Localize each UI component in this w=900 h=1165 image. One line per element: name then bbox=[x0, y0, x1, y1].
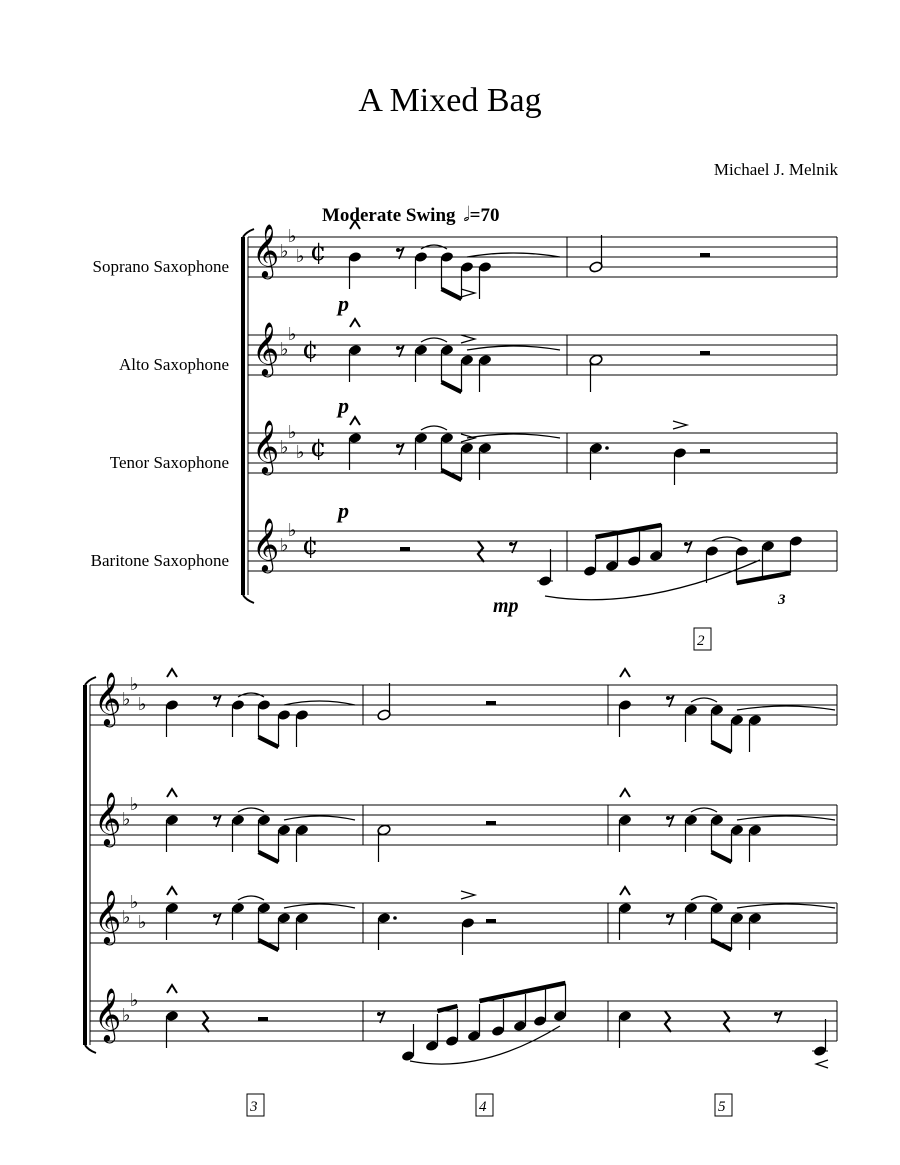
flat-icon: ♭ bbox=[288, 324, 297, 345]
flat-icon: ♭ bbox=[138, 694, 147, 715]
accent-icon bbox=[673, 421, 687, 429]
treble-clef-icon: 𝄞 bbox=[252, 321, 280, 375]
tie bbox=[712, 537, 742, 541]
half-rest-icon bbox=[486, 821, 496, 825]
note bbox=[710, 704, 724, 742]
note bbox=[748, 824, 762, 862]
note bbox=[414, 432, 428, 470]
note bbox=[730, 912, 744, 950]
note bbox=[257, 814, 271, 852]
note bbox=[348, 432, 362, 470]
instrument-label-baritone: Baritone Saxophone bbox=[90, 551, 229, 570]
note bbox=[461, 917, 475, 955]
note bbox=[401, 1024, 415, 1062]
beam bbox=[712, 940, 732, 950]
half-rest-icon bbox=[700, 253, 710, 257]
measure-number-3 bbox=[247, 1094, 264, 1116]
note bbox=[295, 912, 309, 950]
note bbox=[491, 999, 505, 1037]
instrument-label-tenor: Tenor Saxophone bbox=[109, 453, 229, 472]
cut-time-icon: ¢ bbox=[302, 335, 319, 365]
tempo-value: =70 bbox=[469, 205, 500, 226]
note bbox=[748, 714, 762, 752]
flat-icon: ♭ bbox=[296, 442, 305, 463]
dynamic-alto: p bbox=[338, 393, 349, 418]
note bbox=[618, 699, 632, 737]
score-title: A Mixed Bag bbox=[358, 82, 542, 119]
note bbox=[348, 251, 362, 289]
note bbox=[618, 814, 632, 852]
tie bbox=[467, 253, 560, 257]
note bbox=[165, 699, 179, 737]
dynamic-soprano: p bbox=[338, 291, 349, 316]
tie bbox=[421, 426, 447, 430]
note bbox=[627, 529, 641, 567]
note bbox=[348, 344, 362, 382]
svg-text:2: 2 bbox=[697, 633, 705, 649]
beam bbox=[442, 289, 462, 299]
flat-icon: ♭ bbox=[288, 226, 297, 247]
marcato-icon bbox=[167, 669, 177, 677]
note bbox=[231, 814, 245, 852]
note bbox=[440, 251, 454, 289]
marcato-icon bbox=[167, 985, 177, 993]
note bbox=[710, 902, 724, 940]
accent-icon bbox=[461, 891, 475, 899]
note bbox=[165, 902, 179, 940]
half-rest-icon bbox=[486, 701, 496, 705]
svg-text:4: 4 bbox=[479, 1099, 487, 1115]
staff-baritone-2 bbox=[90, 1001, 837, 1041]
tie bbox=[737, 706, 835, 710]
tie bbox=[691, 808, 717, 812]
accent-icon bbox=[461, 335, 475, 343]
note bbox=[295, 709, 309, 747]
tie bbox=[691, 896, 717, 900]
beam bbox=[259, 940, 279, 950]
tie bbox=[284, 816, 355, 820]
beam bbox=[737, 573, 791, 583]
note bbox=[730, 714, 744, 752]
staff-alto-2 bbox=[90, 805, 837, 845]
half-rest-icon bbox=[258, 1017, 268, 1021]
note bbox=[589, 235, 603, 273]
half-rest-icon bbox=[700, 449, 710, 453]
note bbox=[673, 447, 687, 485]
note bbox=[257, 902, 271, 940]
flat-icon: ♭ bbox=[130, 674, 139, 695]
note bbox=[710, 814, 724, 852]
note bbox=[553, 984, 567, 1022]
instrument-label-alto: Alto Saxophone bbox=[118, 355, 229, 374]
tie bbox=[238, 896, 264, 900]
note bbox=[277, 824, 291, 862]
note bbox=[583, 539, 597, 577]
marcato-icon bbox=[350, 417, 360, 425]
note bbox=[735, 545, 749, 583]
note bbox=[377, 824, 391, 862]
note bbox=[295, 824, 309, 862]
flat-icon: ♭ bbox=[288, 520, 297, 541]
note bbox=[425, 1014, 439, 1052]
note bbox=[467, 1004, 481, 1042]
tie bbox=[737, 816, 835, 820]
flat-icon: ♭ bbox=[130, 892, 139, 913]
system-2 bbox=[85, 677, 837, 1053]
note bbox=[478, 261, 492, 299]
accent-icon bbox=[461, 289, 475, 297]
instrument-label-soprano: Soprano Saxophone bbox=[92, 257, 229, 276]
measure-number-2 bbox=[694, 628, 711, 650]
cut-time-icon: ¢ bbox=[302, 531, 319, 561]
flat-icon: ♭ bbox=[280, 535, 289, 556]
flat-icon: ♭ bbox=[122, 689, 131, 710]
measure-number-4 bbox=[476, 1094, 493, 1116]
half-rest-icon bbox=[486, 919, 496, 923]
crescendo-icon bbox=[816, 1060, 828, 1068]
note bbox=[730, 824, 744, 862]
tie bbox=[284, 701, 355, 705]
tie bbox=[238, 808, 264, 812]
note bbox=[649, 524, 663, 562]
marcato-icon bbox=[620, 789, 630, 797]
note bbox=[231, 699, 245, 737]
beam bbox=[442, 470, 462, 480]
marcato-icon bbox=[620, 669, 630, 677]
beam bbox=[442, 382, 462, 392]
note bbox=[414, 251, 428, 289]
beam bbox=[259, 852, 279, 862]
note bbox=[478, 354, 492, 392]
treble-clef-icon: 𝄞 bbox=[94, 791, 122, 845]
note bbox=[513, 994, 527, 1032]
treble-clef-icon: 𝄞 bbox=[252, 223, 280, 277]
tie bbox=[737, 904, 835, 908]
note bbox=[277, 709, 291, 747]
note bbox=[589, 354, 603, 392]
note bbox=[460, 442, 474, 480]
note bbox=[684, 902, 698, 940]
staff-soprano-2 bbox=[90, 685, 837, 725]
flat-icon: ♭ bbox=[122, 809, 131, 830]
cut-time-icon: ¢ bbox=[310, 433, 327, 463]
flat-icon: ♭ bbox=[280, 339, 289, 360]
flat-icon: ♭ bbox=[130, 794, 139, 815]
marcato-icon bbox=[167, 887, 177, 895]
treble-clef-icon: 𝄞 bbox=[252, 419, 280, 473]
note bbox=[618, 902, 632, 940]
flat-icon: ♭ bbox=[288, 422, 297, 443]
note bbox=[605, 534, 619, 572]
treble-clef-icon: 𝄞 bbox=[94, 987, 122, 1041]
tie bbox=[467, 346, 560, 350]
note bbox=[684, 814, 698, 852]
svg-text:3: 3 bbox=[250, 1099, 258, 1115]
treble-clef-icon: 𝄞 bbox=[252, 517, 280, 571]
staff-alto-1 bbox=[248, 335, 837, 375]
note bbox=[478, 442, 492, 480]
flat-icon: ♭ bbox=[130, 990, 139, 1011]
note bbox=[165, 1010, 179, 1048]
half-note-icon: 𝅗𝅥 bbox=[463, 204, 470, 226]
beam bbox=[480, 983, 566, 1001]
dynamic-tenor: p bbox=[338, 498, 349, 523]
tuplet-number: 3 bbox=[778, 592, 786, 608]
tie bbox=[691, 698, 717, 702]
note bbox=[440, 344, 454, 382]
note bbox=[589, 442, 609, 480]
note bbox=[440, 432, 454, 470]
note bbox=[445, 1009, 459, 1047]
treble-clef-icon: 𝄞 bbox=[94, 889, 122, 943]
flat-icon: ♭ bbox=[280, 241, 289, 262]
half-rest-icon bbox=[400, 547, 410, 551]
flat-icon: ♭ bbox=[296, 246, 305, 267]
beam bbox=[259, 737, 279, 747]
treble-clef-icon: 𝄞 bbox=[94, 671, 122, 725]
note bbox=[748, 912, 762, 950]
note bbox=[377, 912, 397, 950]
staff-soprano-1 bbox=[248, 237, 837, 277]
slur bbox=[545, 560, 760, 600]
tie bbox=[284, 904, 355, 908]
flat-icon: ♭ bbox=[122, 907, 131, 928]
half-rest-icon bbox=[700, 351, 710, 355]
clefs-and-keys bbox=[94, 223, 327, 1043]
note bbox=[460, 354, 474, 392]
marcato-icon bbox=[620, 887, 630, 895]
note bbox=[533, 989, 547, 1027]
tie bbox=[467, 434, 560, 438]
note bbox=[684, 704, 698, 742]
note bbox=[789, 535, 803, 573]
marcato-icon bbox=[350, 221, 360, 229]
marcato-icon bbox=[167, 789, 177, 797]
note bbox=[277, 912, 291, 950]
note bbox=[414, 344, 428, 382]
beam bbox=[712, 852, 732, 862]
staff-tenor-1 bbox=[248, 433, 837, 473]
svg-text:5: 5 bbox=[718, 1099, 726, 1115]
beam bbox=[438, 1006, 458, 1011]
system-1 bbox=[243, 229, 837, 603]
note bbox=[618, 1010, 632, 1048]
note bbox=[761, 540, 775, 578]
note bbox=[377, 683, 391, 721]
beam bbox=[712, 742, 732, 752]
marcato-icon bbox=[350, 319, 360, 327]
flat-icon: ♭ bbox=[122, 1005, 131, 1026]
measure-number-5 bbox=[715, 1094, 732, 1116]
note bbox=[165, 814, 179, 852]
note bbox=[231, 902, 245, 940]
dynamic-baritone: mp bbox=[493, 595, 519, 617]
flat-icon: ♭ bbox=[280, 437, 289, 458]
cut-time-icon: ¢ bbox=[310, 237, 327, 267]
tie bbox=[421, 338, 447, 342]
note bbox=[257, 699, 271, 737]
composer-name: Michael J. Melnik bbox=[713, 160, 838, 179]
flat-icon: ♭ bbox=[138, 912, 147, 933]
tempo-text: Moderate Swing bbox=[322, 205, 456, 226]
